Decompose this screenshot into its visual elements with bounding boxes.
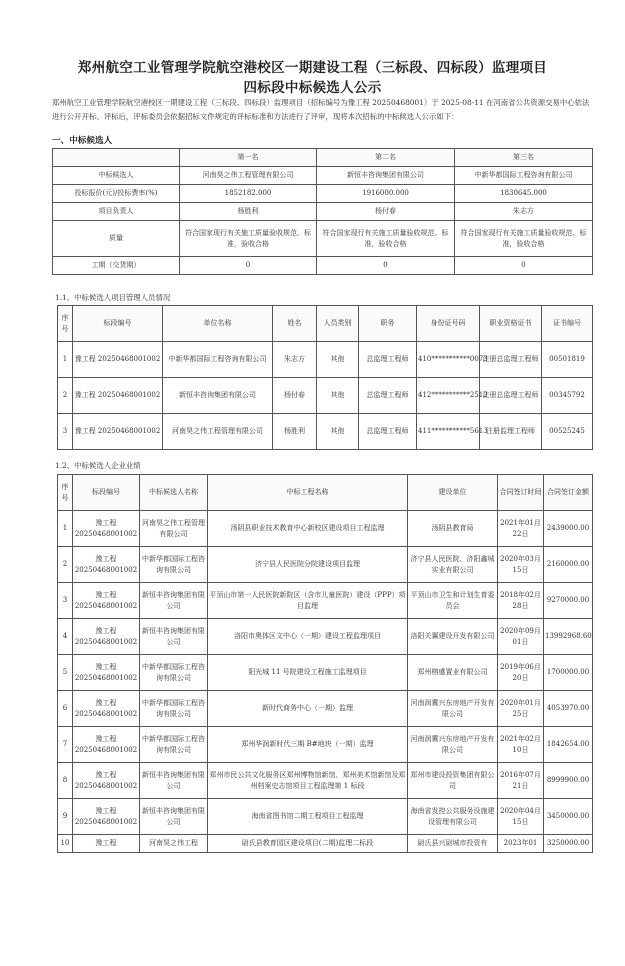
table-cell: 中新华都国际工程咨询有限公司 [140, 655, 208, 691]
table-cell: 汤阴县职业技术教育中心新校区建设项目工程监理 [208, 511, 408, 547]
table-cell: 总监理工程师 [359, 414, 417, 450]
table-cell: 豫工程 20250468001002 [73, 727, 140, 763]
table-cell: 3250000.00 [544, 835, 593, 853]
row-label: 质量 [53, 221, 180, 257]
table-cell: 中新华都国际工程咨询有限公司 [140, 691, 208, 727]
table-cell: 2020年09月01日 [498, 619, 544, 655]
table-cell: 海南省图书馆二期工程项目工程监理 [208, 799, 408, 835]
table-header-cell: 序号 [58, 475, 73, 511]
table-row [58, 691, 593, 727]
table-header-cell: 建设单位 [408, 475, 498, 511]
personnel-header-row [58, 306, 593, 342]
table-header-cell: 序号 [58, 306, 73, 342]
table-cell: 411***********5613 [417, 414, 480, 450]
table-cell: 豫工程 20250468001002 [73, 583, 140, 619]
table-cell: 符合国家现行有关施工质量验收规范、标准，验收合格 [317, 221, 455, 257]
table-cell: 新恒丰咨询集团有限公司 [140, 583, 208, 619]
table-cell: 杨付春 [273, 378, 317, 414]
table-cell: 豫工程 20250468001002 [73, 511, 140, 547]
table-cell: 符合国家现行有关施工质量验收规范、标准，验收合格 [455, 221, 593, 257]
table-cell: 2160000.00 [544, 547, 593, 583]
table-cell: 1830645.000 [455, 185, 593, 203]
table-cell: 2023年01 [498, 835, 544, 853]
table-cell: 1700000.00 [544, 655, 593, 691]
table-cell: 新时代商务中心（一期）监理 [208, 691, 408, 727]
table-cell: 其他 [317, 378, 359, 414]
document-title: 郑州航空工业管理学院航空港校区一期建设工程（三标段、四标段）监理项目 [77, 60, 548, 76]
table-cell: 豫工程 20250468001002 [73, 619, 140, 655]
table-cell: 洛阳市奥体区文中心（一期）建设工程监理项目 [208, 619, 408, 655]
table-header-cell: 第三名 [455, 149, 593, 167]
table-cell: 412***********2512 [417, 378, 480, 414]
table-cell: 1916000.000 [317, 185, 455, 203]
table-cell: 阳光城 11 号院建设工程施工监理项目 [208, 655, 408, 691]
table-cell: 朱志方 [273, 342, 317, 378]
table-cell: 豫工程 20250468001002 [73, 799, 140, 835]
section-1-heading: 一、中标候选人 [52, 136, 113, 146]
table-cell: 洛阳关翼建设开发有限公司 [408, 619, 498, 655]
table-row [58, 378, 593, 414]
table-cell: 符合国家现行有关施工质量验收规范、标准，验收合格 [180, 221, 317, 257]
intro-paragraph: 郑州航空工业管理学院航空港校区一期建设工程（三标段、四标段）监理项目（招标编号为豫工程 20250468001）于 2025-08-11 在河南省公共资源交易中心依法进行公开开标、评标后，评标委员会依据招标文件规定的评标标准和方法进行了评审，现将本次招标的中标候选人公示如下： [52, 98, 590, 121]
table-row [58, 655, 593, 691]
row-label: 工期（交货期） [53, 257, 180, 275]
table-cell: 2020年01月25日 [498, 691, 544, 727]
table-cell: 济宁县人民医院、济阳鑫城实业有限公司 [408, 547, 498, 583]
table-cell: 豫工程 [73, 835, 140, 853]
table-cell: 2021年02月10日 [498, 727, 544, 763]
table-row [58, 511, 593, 547]
table-cell: 杨付春 [317, 203, 455, 221]
table-cell: 其他 [317, 342, 359, 378]
table-header-cell: 中标候选人名称 [140, 475, 208, 511]
table-cell: 8 [58, 763, 73, 799]
table-row [58, 763, 593, 799]
table-header-cell: 中标工程名称 [208, 475, 408, 511]
table-cell: 河南昊之伟工程管理有限公司 [180, 167, 317, 185]
table-cell: 平顶山市第一人民医院新院区（含市儿童医院）建设（PPP）项目监理 [208, 583, 408, 619]
table-cell: 13992968.60 [544, 619, 593, 655]
table-row [53, 203, 593, 221]
table-cell: 中新华都国际工程咨询有限公司 [455, 167, 593, 185]
table-cell: 汤阴县教育局 [408, 511, 498, 547]
table-row [58, 619, 593, 655]
table-row [53, 221, 593, 257]
table-header-cell: 身份证号码 [417, 306, 480, 342]
table-cell: 7 [58, 727, 73, 763]
table-cell: 河南昊之伟工程管理有限公司 [163, 414, 273, 450]
table-cell: 1 [58, 511, 73, 547]
table-cell: 00345792 [542, 378, 593, 414]
table-header-cell: 职务 [359, 306, 417, 342]
performance-header-row [58, 475, 593, 511]
table-cell: 2019年06月20日 [498, 655, 544, 691]
table-header-cell: 标段编号 [73, 475, 140, 511]
table-cell: 00525245 [542, 414, 593, 450]
table-header-cell: 职业资格证书 [480, 306, 542, 342]
table-header-cell: 姓名 [273, 306, 317, 342]
table-cell: 尉氏县兴尉城市投资有 [408, 835, 498, 853]
table-cell: 3450000.00 [544, 799, 593, 835]
table-cell: 杨胜利 [273, 414, 317, 450]
table-cell: 00501819 [542, 342, 593, 378]
table-cell: 2 [58, 547, 73, 583]
table-cell: 2020年04月15日 [498, 799, 544, 835]
table-cell: 河南润冀兴东房地产开发有限公司 [408, 691, 498, 727]
table-cell: 3 [58, 414, 73, 450]
table-cell: 海南省发控公共服务设施建设管理有限公司 [408, 799, 498, 835]
row-label: 投标报价(元)/投标费率(%) [53, 185, 180, 203]
table-cell: 总监理工程师 [359, 342, 417, 378]
table-cell: 9270000.00 [544, 583, 593, 619]
table-row [58, 547, 593, 583]
table-cell: 2 [58, 378, 73, 414]
table-row [58, 342, 593, 378]
table-header-cell: 证书编号 [542, 306, 593, 342]
table-cell: 410***********0073 [417, 342, 480, 378]
table-cell: 尉氏县教育园区建设项目(二期)监理二标段 [208, 835, 408, 853]
table-cell: 4053970.00 [544, 691, 593, 727]
table-cell: 新恒丰咨询集团有限公司 [317, 167, 455, 185]
table-cell: 杨胜利 [180, 203, 317, 221]
table-cell: 河南昊之伟工程 [140, 835, 208, 853]
table-cell: 1 [58, 342, 73, 378]
table-header-cell: 标段编号 [73, 306, 163, 342]
table-cell: 5 [58, 655, 73, 691]
table-cell: 1842654.00 [544, 727, 593, 763]
table-cell: 2439000.00 [544, 511, 593, 547]
section-1-1-heading: 1.1、中标候选人项目管理人员情况 [55, 293, 171, 302]
table-cell: 注册总监理工程师 [480, 378, 542, 414]
table-cell: 中新华都国际工程咨询有限公司 [163, 342, 273, 378]
table-cell: 0 [317, 257, 455, 275]
table-cell: 新恒丰咨询集团有限公司 [163, 378, 273, 414]
table-cell: 2020年03月15日 [498, 547, 544, 583]
row-label: 项目负责人 [53, 203, 180, 221]
table-cell: 平顶山市卫生和计划生育委员会 [408, 583, 498, 619]
table-cell: 0 [180, 257, 317, 275]
section-1-2-heading: 1.2、中标候选人企业业绩 [55, 461, 141, 470]
table-cell: 河南昊之伟工程管理有限公司 [140, 511, 208, 547]
table-cell: 朱志方 [455, 203, 593, 221]
table-header-cell: 单位名称 [163, 306, 273, 342]
table-cell: 新恒丰咨询集团有限公司 [140, 763, 208, 799]
table-cell: 0 [455, 257, 593, 275]
table-row [53, 257, 593, 275]
table-cell: 豫工程 20250468001002 [73, 691, 140, 727]
table-cell: 9 [58, 799, 73, 835]
table-cell: 新恒丰咨询集团有限公司 [140, 619, 208, 655]
table-cell: 1852182.000 [180, 185, 317, 203]
table-cell: 2016年07月21日 [498, 763, 544, 799]
candidates-header-row [53, 149, 593, 167]
table-cell: 郑州华润新时代三期 B#地块（一期）监理 [208, 727, 408, 763]
table-row [58, 414, 593, 450]
document-subtitle: 四标段中标候选人公示 [243, 80, 382, 96]
candidates-table [52, 148, 593, 275]
table-cell: 豫工程 20250468001002 [73, 378, 163, 414]
table-row [53, 167, 593, 185]
table-cell: 8999900.00 [544, 763, 593, 799]
table-cell: 中新华都国际工程咨询有限公司 [140, 547, 208, 583]
table-cell: 河南润冀兴东房地产开发有限公司 [408, 727, 498, 763]
table-header-cell: 合同签订金额 [544, 475, 593, 511]
table-cell: 3 [58, 583, 73, 619]
table-cell: 中新华都国际工程咨询有限公司 [140, 727, 208, 763]
table-header-cell: 合同签订时间 [498, 475, 544, 511]
table-cell: 注册监理工程师 [480, 414, 542, 450]
table-cell: 4 [58, 619, 73, 655]
table-header-cell [53, 149, 180, 167]
table-cell: 豫工程 20250468001002 [73, 547, 140, 583]
table-row [53, 185, 593, 203]
performance-table [57, 474, 593, 853]
table-header-cell: 第一名 [180, 149, 317, 167]
table-cell: 2018年02月28日 [498, 583, 544, 619]
table-cell: 豫工程 20250468001002 [73, 342, 163, 378]
table-cell: 2021年01月22日 [498, 511, 544, 547]
table-cell: 新恒丰咨询集团有限公司 [140, 799, 208, 835]
table-cell: 豫工程 20250468001002 [73, 763, 140, 799]
row-label: 中标候选人 [53, 167, 180, 185]
personnel-table [57, 305, 593, 450]
table-row [58, 799, 593, 835]
table-cell: 郑州市建设投资集团有限公司 [408, 763, 498, 799]
table-cell: 济宁县人民医院分院建设项目监理 [208, 547, 408, 583]
table-header-cell: 第二名 [317, 149, 455, 167]
table-cell: 其他 [317, 414, 359, 450]
table-cell: 豫工程 20250468001002 [73, 655, 140, 691]
table-row [58, 727, 593, 763]
table-row [58, 583, 593, 619]
table-cell: 郑州榕盛置业有限公司 [408, 655, 498, 691]
table-cell: 豫工程 20250468001002 [73, 414, 163, 450]
table-cell: 10 [58, 835, 73, 853]
table-header-cell: 人员类别 [317, 306, 359, 342]
table-cell: 总监理工程师 [359, 378, 417, 414]
table-cell: 6 [58, 691, 73, 727]
table-cell: 注册总监理工程师 [480, 342, 542, 378]
table-row [58, 835, 593, 853]
table-cell: 郑州市民公共文化服务区郑州博物馆新馆、郑州美术馆新馆及郑州档案史志馆项目工程监理第 1 标段 [208, 763, 408, 799]
